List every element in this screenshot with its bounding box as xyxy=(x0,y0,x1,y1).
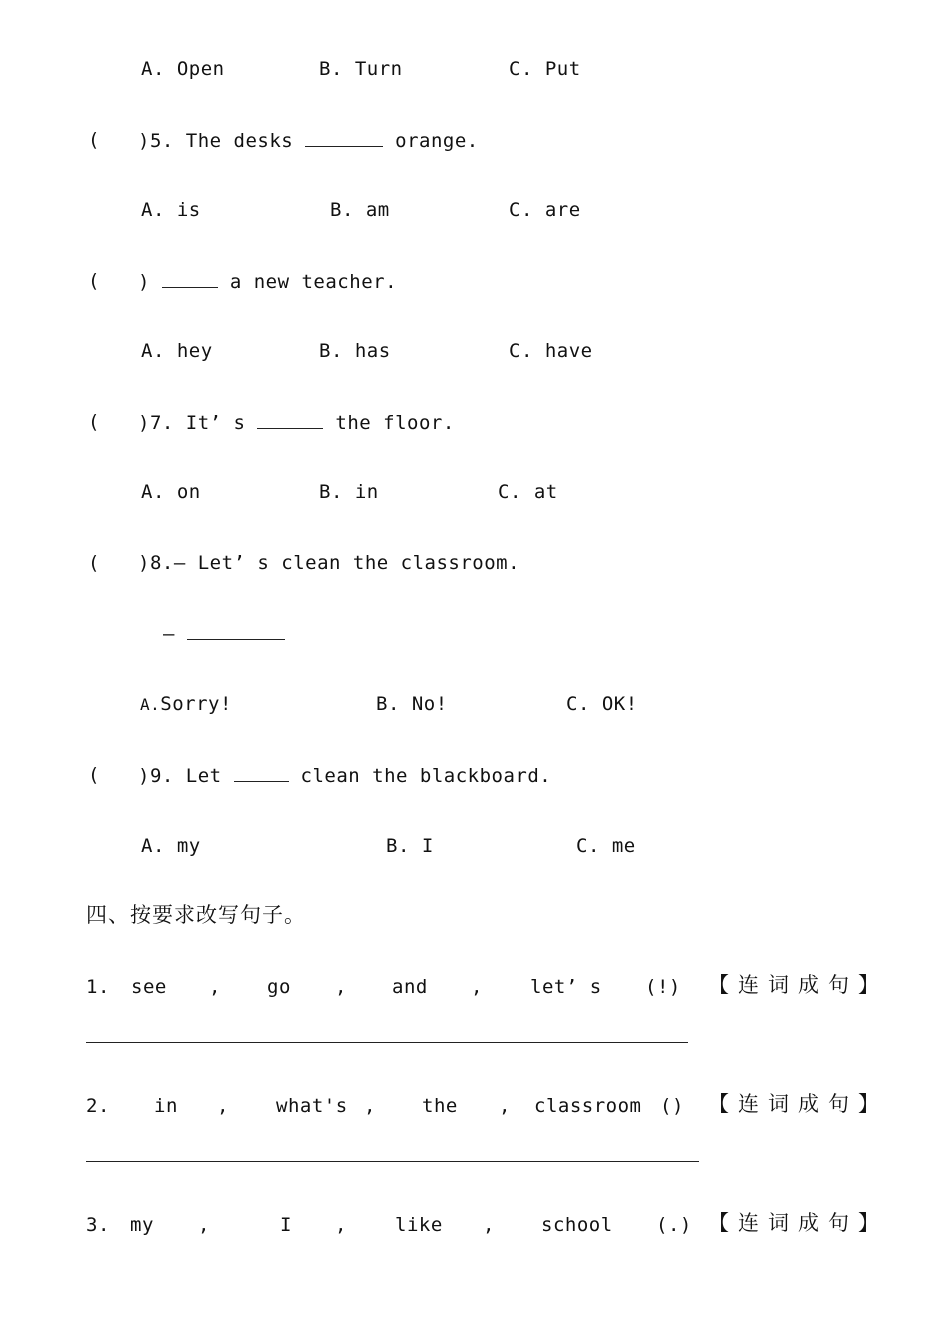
item-number: 3. xyxy=(86,1214,110,1236)
q9-paren-open: ( xyxy=(88,764,100,786)
q9-option-a: A. my xyxy=(141,835,201,857)
q5-answer-blank xyxy=(305,128,383,147)
q6-question: ) a new teacher. xyxy=(138,271,398,293)
word: my xyxy=(130,1214,154,1236)
q5-question: )5. The desks orange. xyxy=(138,130,479,152)
q7-option-a: A. on xyxy=(141,481,201,503)
q5-option-a: A. is xyxy=(141,199,201,221)
q8-option-a: A.Sorry! xyxy=(140,693,232,715)
end-punctuation: (.) xyxy=(656,1214,692,1236)
q7-answer-blank xyxy=(257,410,323,429)
q6-paren-open: ( xyxy=(88,270,100,292)
word: let’ s xyxy=(530,976,602,998)
q9-question: )9. Let clean the blackboard. xyxy=(138,765,552,787)
q4-option-b: B. Turn xyxy=(319,58,403,80)
task-tag: 【连词成句】 xyxy=(708,1092,888,1116)
q6-option-c: C. have xyxy=(509,340,593,362)
word: in xyxy=(154,1095,178,1117)
q8-paren-open: ( xyxy=(88,552,100,574)
q7-question: )7. It’ s the floor. xyxy=(138,412,455,434)
word: what's xyxy=(276,1095,348,1117)
end-punctuation: () xyxy=(660,1095,684,1117)
word: like xyxy=(395,1214,443,1236)
word: classroom xyxy=(534,1095,642,1117)
q5-option-c: C. are xyxy=(509,199,581,221)
task-tag: 【连词成句】 xyxy=(708,1211,888,1235)
word-separator: , xyxy=(209,976,221,998)
q8-question: )8.— Let’ s clean the classroom. xyxy=(138,552,521,574)
q6-option-b: B. has xyxy=(319,340,391,362)
q8-reply: — xyxy=(163,621,285,646)
word-separator: , xyxy=(335,976,347,998)
word-separator: , xyxy=(499,1095,511,1117)
word: the xyxy=(422,1095,458,1117)
q4-option-a: A. Open xyxy=(141,58,225,80)
word-separator: , xyxy=(217,1095,229,1117)
section-heading: 四、按要求改写句子。 xyxy=(86,903,306,927)
q8-option-b: B. No! xyxy=(376,693,448,715)
word: school xyxy=(541,1214,613,1236)
word: I xyxy=(280,1214,292,1236)
q6-answer-blank xyxy=(162,269,218,288)
word-separator: , xyxy=(198,1214,210,1236)
word-separator: , xyxy=(471,976,483,998)
q7-option-c: C. at xyxy=(498,481,558,503)
end-punctuation: (!) xyxy=(645,976,681,998)
word: see xyxy=(131,976,167,998)
q9-option-b: B. I xyxy=(386,835,434,857)
word: go xyxy=(267,976,291,998)
q5-paren-open: ( xyxy=(88,129,100,151)
word-separator: , xyxy=(364,1095,376,1117)
q4-option-c: C. Put xyxy=(509,58,581,80)
q8-answer-blank xyxy=(187,621,285,640)
answer-line[interactable] xyxy=(86,1042,688,1043)
q7-option-b: B. in xyxy=(319,481,379,503)
answer-line[interactable] xyxy=(86,1161,699,1162)
word-separator: , xyxy=(483,1214,495,1236)
task-tag: 【连词成句】 xyxy=(708,973,888,997)
word-separator: , xyxy=(335,1214,347,1236)
q6-option-a: A. hey xyxy=(141,340,213,362)
q7-paren-open: ( xyxy=(88,411,100,433)
q8-option-c: C. OK! xyxy=(566,693,638,715)
word: and xyxy=(392,976,428,998)
q9-answer-blank xyxy=(234,763,289,782)
q9-option-c: C. me xyxy=(576,835,636,857)
item-number: 2. xyxy=(86,1095,110,1117)
q5-option-b: B. am xyxy=(330,199,390,221)
item-number: 1. xyxy=(86,976,110,998)
